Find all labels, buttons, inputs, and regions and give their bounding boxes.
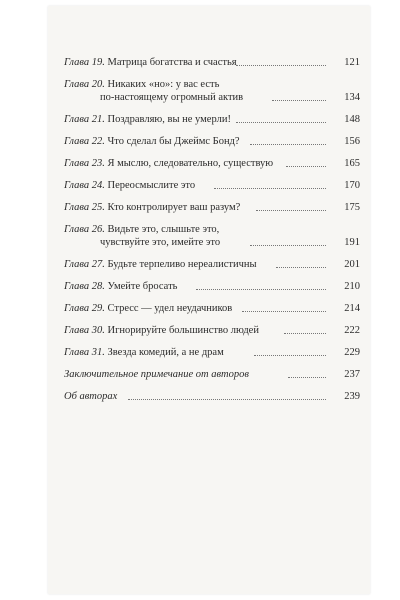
toc-entry-chapter-22 xyxy=(64,135,360,148)
page-number: 237 xyxy=(344,369,360,380)
chapter-title: Стресс — удел неудачников xyxy=(107,303,233,314)
toc-entry-chapter-21 xyxy=(64,113,360,126)
chapter-title-line-2: по-настоящему огромный актив xyxy=(100,92,244,103)
chapter-title: Игнорируйте большинство людей xyxy=(107,325,259,336)
chapter-number: Глава 27. xyxy=(64,259,105,270)
chapter-number: Глава 31. xyxy=(64,347,105,358)
dot-leader xyxy=(288,377,326,378)
toc-entry-chapter-31 xyxy=(64,346,360,359)
chapter-number: Глава 26. xyxy=(64,224,105,235)
chapter-title: Звезда комедий, а не драм xyxy=(107,347,224,358)
toc-entry-closing-note xyxy=(64,368,360,381)
chapter-number: Глава 22. xyxy=(64,136,105,147)
chapter-title-line-2: чувствуйте это, имейте это xyxy=(100,237,221,248)
toc-entry-chapter-29 xyxy=(64,302,360,315)
chapter-title-line-1: Видьте это, слышьте это, xyxy=(107,224,220,235)
page-number: 222 xyxy=(344,325,360,336)
book-page xyxy=(48,6,370,594)
dot-leader xyxy=(196,289,326,290)
dot-leader xyxy=(250,144,326,145)
page-number: 229 xyxy=(344,347,360,358)
chapter-number: Глава 23. xyxy=(64,158,105,169)
chapter-number: Глава 21. xyxy=(64,114,105,125)
section-title: Об авторах xyxy=(64,391,118,402)
dot-leader xyxy=(236,65,326,66)
toc-entry-about-authors xyxy=(64,390,360,403)
chapter-title-line-1: Никаких «но»: у вас есть xyxy=(107,79,220,90)
page-number: 201 xyxy=(344,259,360,270)
section-title: Заключительное примечание от авторов xyxy=(64,369,249,380)
chapter-title: Я мыслю, следовательно, существую xyxy=(107,158,274,169)
toc-entry-chapter-30 xyxy=(64,324,360,337)
page-number: 170 xyxy=(344,180,360,191)
dot-leader xyxy=(256,210,326,211)
dot-leader xyxy=(286,166,326,167)
dot-leader xyxy=(276,267,326,268)
page-number: 214 xyxy=(344,303,360,314)
chapter-number: Глава 30. xyxy=(64,325,105,336)
toc-entry-chapter-24 xyxy=(64,179,360,192)
chapter-title: Умейте бросать xyxy=(107,281,178,292)
chapter-number: Глава 29. xyxy=(64,303,105,314)
chapter-number: Глава 19. xyxy=(64,57,105,68)
toc-entry-chapter-19 xyxy=(64,56,360,69)
page-number: 156 xyxy=(344,136,360,147)
toc-entry-chapter-26 xyxy=(64,223,360,249)
toc-entry-chapter-28 xyxy=(64,280,360,293)
dot-leader xyxy=(284,333,326,334)
toc-entry-chapter-27 xyxy=(64,258,360,271)
page-number: 134 xyxy=(344,92,360,103)
chapter-number: Глава 25. xyxy=(64,202,105,213)
page-number: 239 xyxy=(344,391,360,402)
page-number: 175 xyxy=(344,202,360,213)
chapter-title: Поздравляю, вы не умерли! xyxy=(107,114,231,125)
chapter-number: Глава 20. xyxy=(64,79,105,90)
chapter-title: Будьте терпеливо нереалистичны xyxy=(107,259,257,270)
chapter-title: Матрица богатства и счастья xyxy=(107,57,237,68)
dot-leader xyxy=(242,311,326,312)
chapter-number: Глава 28. xyxy=(64,281,105,292)
page-number: 165 xyxy=(344,158,360,169)
chapter-title: Кто контролирует ваш разум? xyxy=(107,202,241,213)
toc-entry-chapter-23 xyxy=(64,157,360,170)
toc-entry-chapter-25 xyxy=(64,201,360,214)
dot-leader xyxy=(254,355,326,356)
table-of-contents xyxy=(64,56,360,412)
dot-leader xyxy=(236,122,326,123)
chapter-title: Переосмыслите это xyxy=(107,180,196,191)
chapter-title: Что сделал бы Джеймс Бонд? xyxy=(107,136,240,147)
dot-leader xyxy=(250,245,326,246)
dot-leader xyxy=(214,188,326,189)
page-number: 121 xyxy=(344,57,360,68)
page-number: 210 xyxy=(344,281,360,292)
toc-entry-chapter-20 xyxy=(64,78,360,104)
page-number: 148 xyxy=(344,114,360,125)
page-number: 191 xyxy=(344,237,360,248)
dot-leader xyxy=(128,399,326,400)
chapter-number: Глава 24. xyxy=(64,180,105,191)
dot-leader xyxy=(272,100,326,101)
